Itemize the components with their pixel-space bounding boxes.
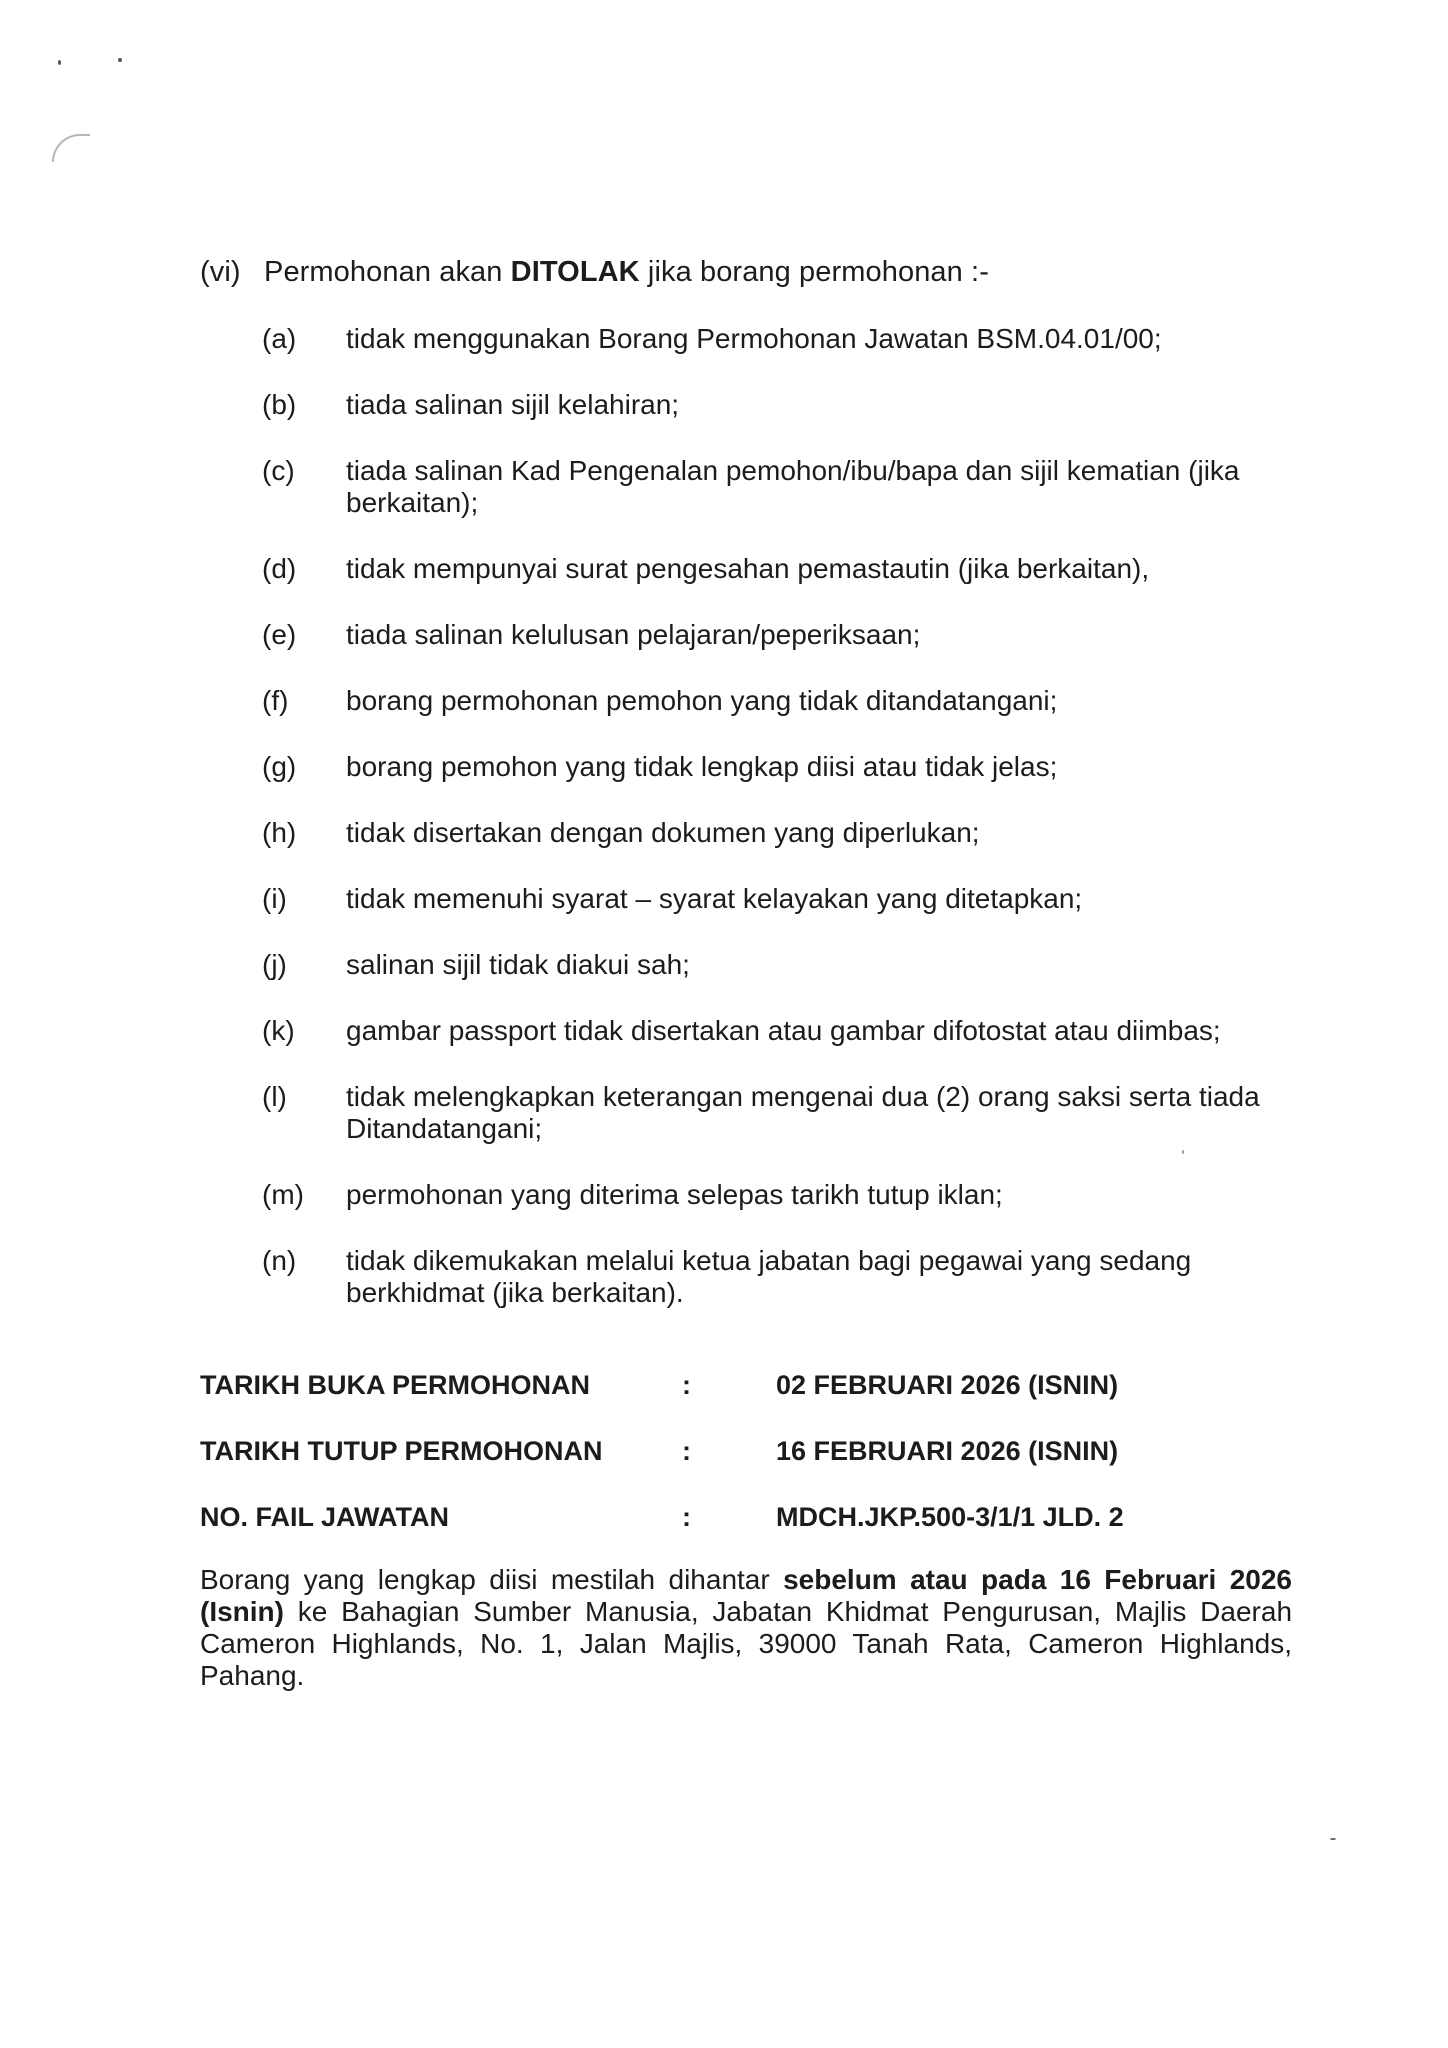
submission-instructions <box>200 1564 1292 1692</box>
scan-corner-mark <box>52 134 90 162</box>
list-item <box>262 1081 1292 1145</box>
scan-speck <box>1330 1838 1336 1840</box>
date-value: 16 FEBRUARI 2026 (ISNIN) <box>776 1436 1119 1466</box>
item-text: permohonan yang diterima selepas tarikh tutup iklan; <box>346 1179 1003 1210</box>
date-label: TARIKH TUTUP PERMOHONAN <box>200 1436 603 1466</box>
item-text: gambar passport tidak disertakan atau gambar difotostat atau diimbas; <box>346 1015 1221 1046</box>
closing-deadline: sebelum atau pada 16 Februari 2026 <box>783 1564 1293 1595</box>
closing-part2: ke Bahagian Sumber Manusia, Jabatan Khidmat Pengurusan, Majlis Daerah Cameron Highlands, No. 1, Jalan Majlis, 39000 Tanah Rata, Cameron Highlands, Pahang. <box>200 1596 1293 1691</box>
item-letter: (l) <box>262 1081 287 1112</box>
item-text: tidak disertakan dengan dokumen yang diperlukan; <box>346 817 980 848</box>
closing-day: (Isnin) <box>200 1596 284 1627</box>
item-text: borang permohonan pemohon yang tidak ditandatangani; <box>346 685 1058 716</box>
rejection-criteria-list <box>262 323 1292 1343</box>
heading-suffix: jika borang permohonan :- <box>647 256 989 288</box>
item-letter: (e) <box>262 619 297 650</box>
item-letter: (h) <box>262 817 297 848</box>
list-item <box>262 1245 1292 1309</box>
scan-speck <box>58 60 61 65</box>
item-text: tidak dikemukakan melalui ketua jabatan bagi pegawai yang sedang berkhidmat (jika berkaitan). <box>346 1245 1192 1308</box>
list-item <box>262 949 1292 981</box>
item-letter: (g) <box>262 751 297 782</box>
item-text: tidak menggunakan Borang Permohonan Jawatan BSM.04.01/00; <box>346 323 1162 354</box>
item-letter: (i) <box>262 883 287 914</box>
list-item <box>262 751 1292 783</box>
list-item <box>262 1015 1292 1047</box>
item-letter: (c) <box>262 455 295 486</box>
list-item <box>262 553 1292 585</box>
item-text: tiada salinan Kad Pengenalan pemohon/ibu/bapa dan sijil kematian (jika berkaitan); <box>346 455 1240 518</box>
item-letter: (m) <box>262 1179 304 1210</box>
date-row-file-number <box>200 1502 1300 1568</box>
item-text: tidak mempunyai surat pengesahan pemastautin (jika berkaitan), <box>346 553 1150 584</box>
date-row-close <box>200 1436 1300 1502</box>
item-letter: (d) <box>262 553 297 584</box>
list-item <box>262 323 1292 355</box>
date-label: NO. FAIL JAWATAN <box>200 1502 450 1532</box>
heading-prefix: Permohonan akan <box>264 256 503 288</box>
date-label: TARIKH BUKA PERMOHONAN <box>200 1370 590 1400</box>
heading-emphasis: DITOLAK <box>510 256 640 288</box>
list-item <box>262 455 1292 519</box>
item-letter: (a) <box>262 323 297 354</box>
item-letter: (j) <box>262 949 287 980</box>
item-text: tidak memenuhi syarat – syarat kelayakan yang ditetapkan; <box>346 883 1083 914</box>
date-value: MDCH.JKP.500-3/1/1 JLD. 2 <box>776 1502 1124 1532</box>
date-row-open <box>200 1370 1300 1436</box>
section-number: (vi) <box>200 256 241 288</box>
item-letter: (k) <box>262 1015 295 1046</box>
scan-speck <box>118 58 122 62</box>
item-text: tiada salinan sijil kelahiran; <box>346 389 680 420</box>
date-colon: : <box>682 1502 691 1532</box>
item-text: tiada salinan kelulusan pelajaran/peperiksaan; <box>346 619 921 650</box>
section-heading <box>200 256 989 289</box>
item-letter: (b) <box>262 389 297 420</box>
list-item <box>262 685 1292 717</box>
closing-part1: Borang yang lengkap diisi mestilah dihantar <box>200 1564 770 1595</box>
item-text: salinan sijil tidak diakui sah; <box>346 949 690 980</box>
date-value: 02 FEBRUARI 2026 (ISNIN) <box>776 1370 1119 1400</box>
list-item <box>262 619 1292 651</box>
item-letter: (f) <box>262 685 289 716</box>
list-item <box>262 1179 1292 1211</box>
list-item <box>262 883 1292 915</box>
date-colon: : <box>682 1370 691 1400</box>
list-item <box>262 389 1292 421</box>
item-text: borang pemohon yang tidak lengkap diisi atau tidak jelas; <box>346 751 1058 782</box>
application-dates <box>200 1370 1300 1568</box>
date-colon: : <box>682 1436 691 1466</box>
item-letter: (n) <box>262 1245 297 1276</box>
list-item <box>262 817 1292 849</box>
item-text: tidak melengkapkan keterangan mengenai dua (2) orang saksi serta tiada Ditandatangani; <box>346 1081 1260 1144</box>
